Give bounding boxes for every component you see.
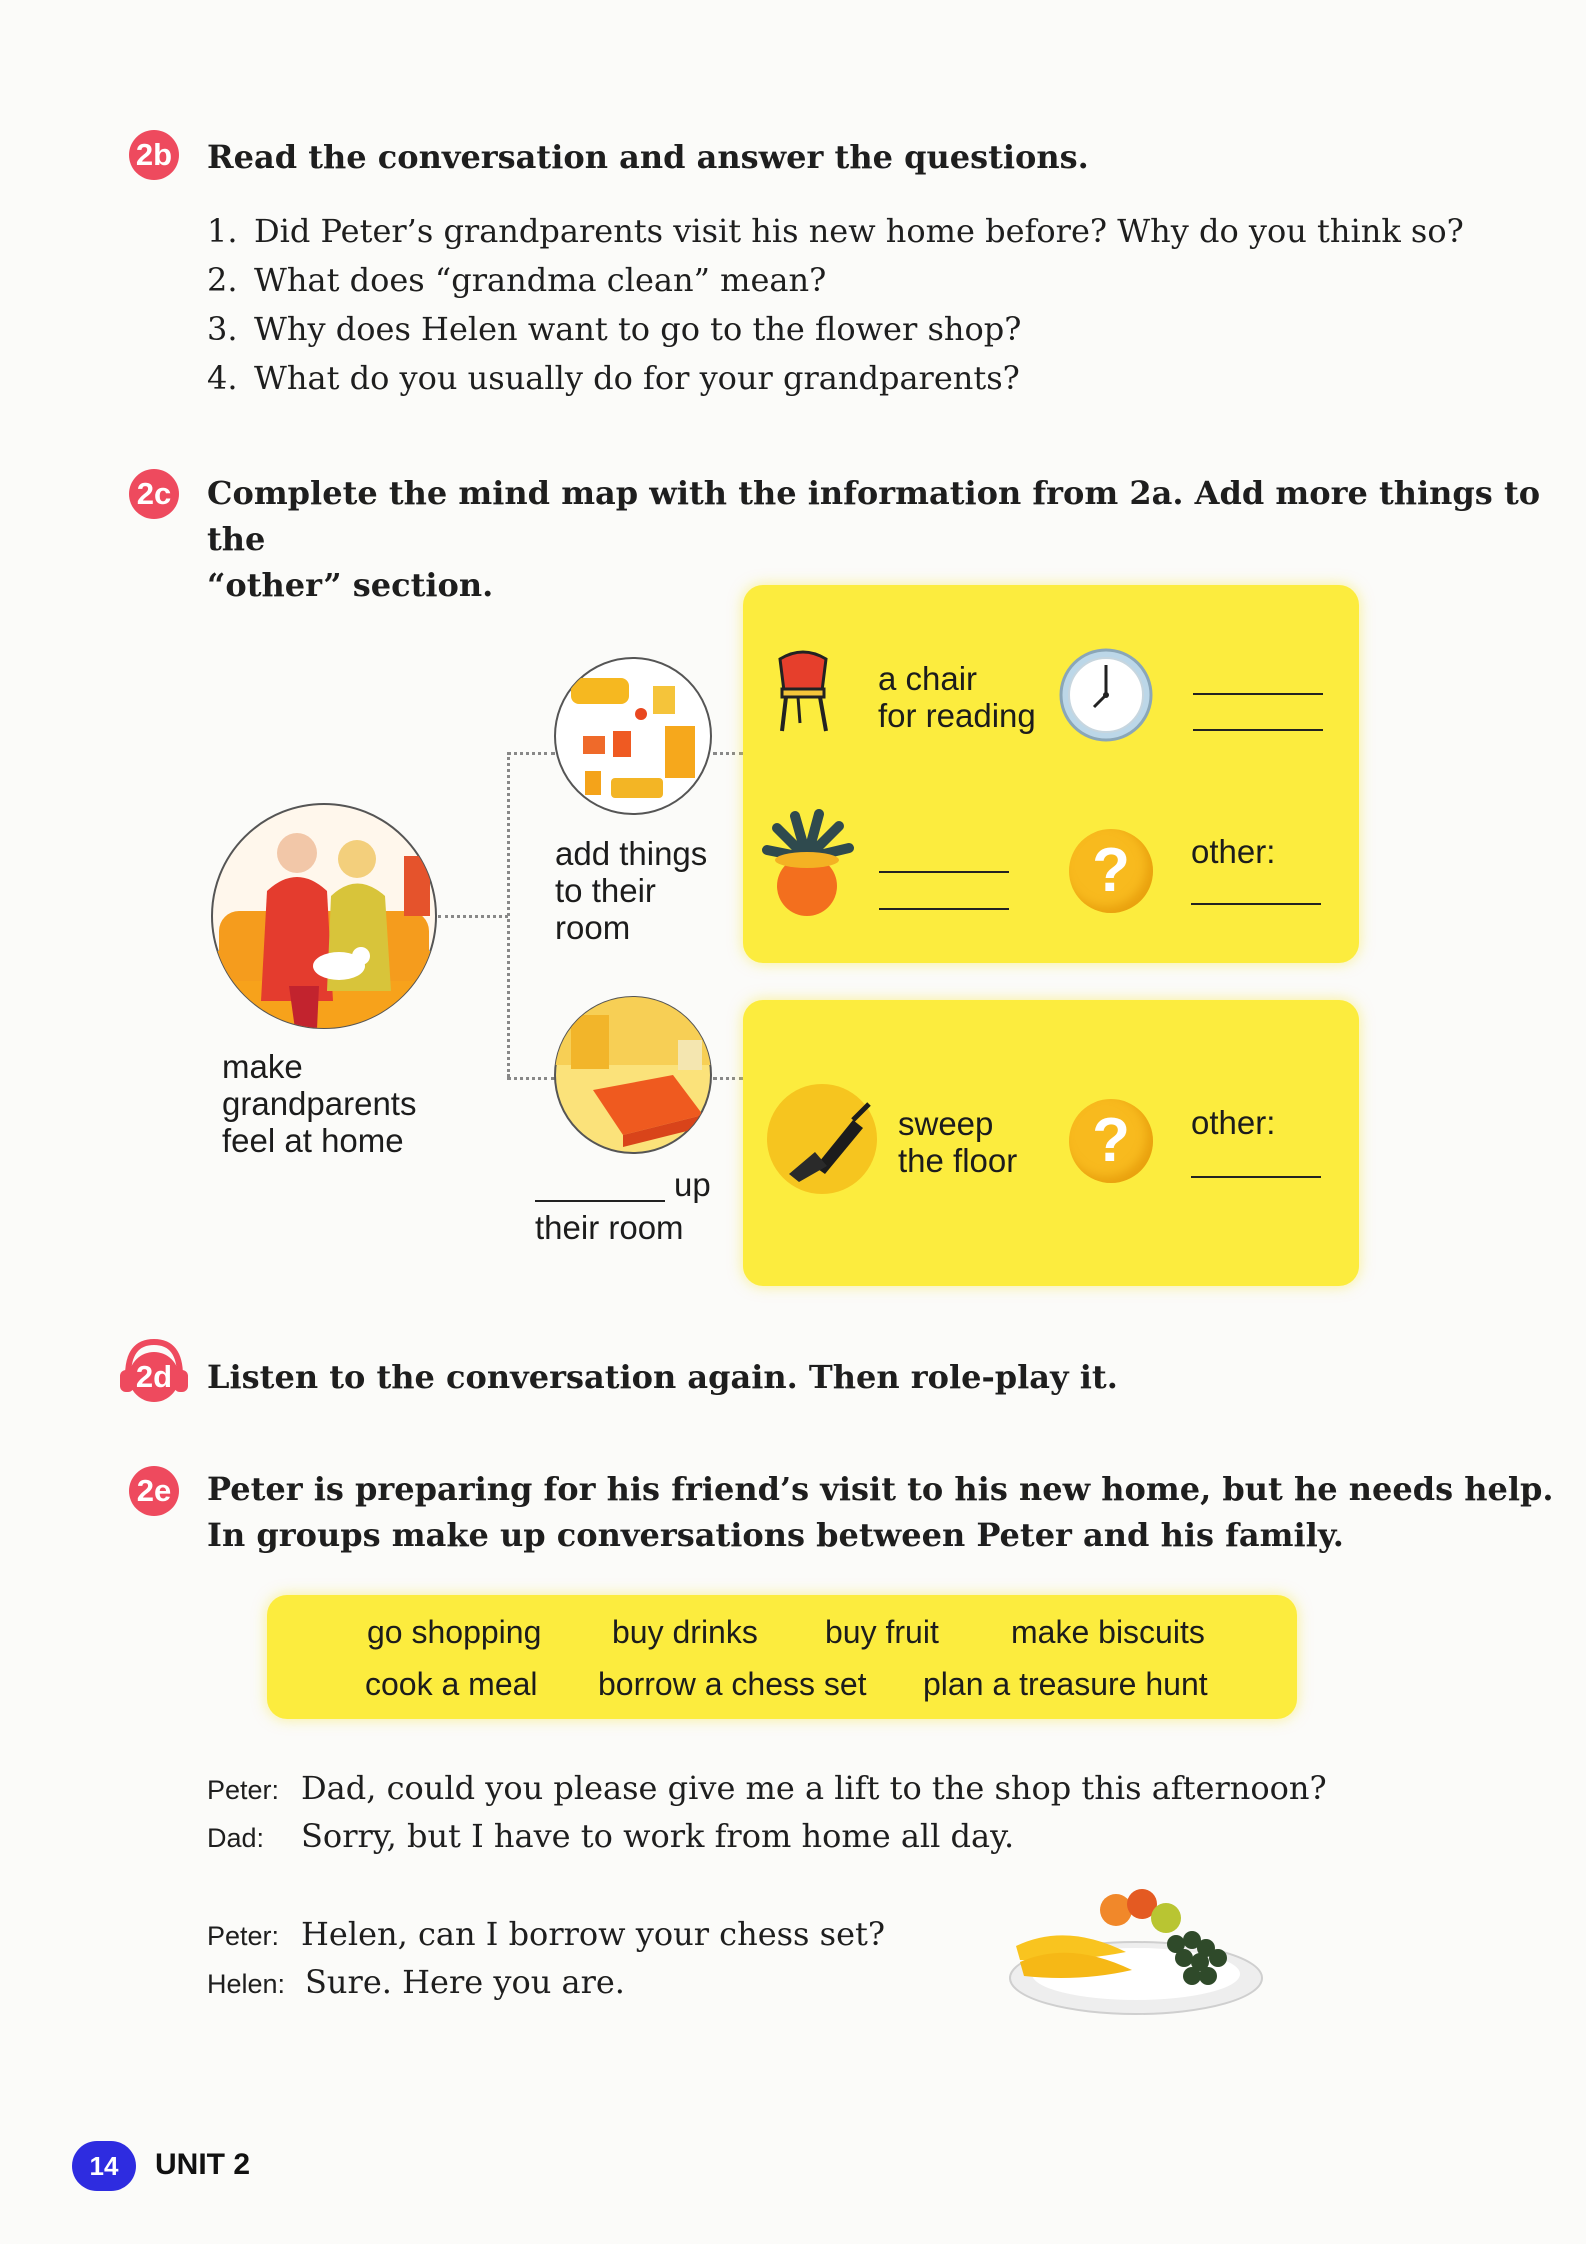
dialogue-text: Dad, could you please give me a lift to the shop this afternoon? [301,1769,1327,1807]
question-text: Did Peter’s grandparents visit his new home before? Why do you think so? [254,212,1464,250]
question-number: 3. [207,310,238,348]
sweep-label-line1: sweep [898,1105,994,1142]
connector-vertical [507,752,510,1077]
speaker-label: Dad: [207,1823,265,1853]
phrase-treasure-hunt: plan a treasure hunt [923,1666,1208,1702]
page-number-badge: 14 [72,2141,136,2191]
sweep-label [898,1105,1017,1179]
dialogue-text: Sorry, but I have to work from home all day. [301,1817,1015,1855]
question-text: What do you usually do for your grandparents? [254,359,1020,397]
center-label-line2: grandparents [222,1085,417,1122]
connector-top [507,752,555,755]
grandparents-image [209,801,439,1031]
blank-other-2[interactable] [1191,1176,1321,1178]
instruction-2c-line2: “other” section. [207,566,494,604]
question-item [207,354,1464,403]
center-label-line1: make [222,1048,303,1085]
connector-box2 [713,1077,743,1080]
speaker-label: Peter: [207,1775,280,1805]
question-mark-icon: ? [1069,1099,1153,1183]
furniture-image [553,656,713,816]
dialogue-line [207,1769,1327,1807]
plant-icon [757,808,857,918]
branch-add-things-line1: add things [555,835,708,872]
chair-label-line1: a chair [878,660,978,697]
question-list [207,207,1464,403]
instruction-2e-line1: Peter is preparing for his friend’s visit to his new home, but he needs help. [207,1470,1554,1508]
connector-box1 [713,752,743,755]
blank-clock-2[interactable] [1193,729,1323,731]
blank-tidy[interactable] [535,1200,665,1202]
badge-2b: 2b [129,130,179,180]
speaker-label: Peter: [207,1921,280,1951]
phrase-buy-drinks: buy drinks [612,1614,758,1650]
badge-2d: 2d [129,1352,179,1402]
chair-label-line2: for reading [878,697,1036,734]
question-number: 1. [207,212,238,250]
sweep-label-line2: the floor [898,1142,1018,1179]
connector-bottom [507,1077,555,1080]
branch-add-things-line2: to their [555,872,656,909]
dialogue-line [207,1963,625,2001]
branch-up-suffix: up [674,1166,711,1203]
blank-clock-1[interactable] [1193,693,1323,695]
phrase-cook-a-meal: cook a meal [365,1666,538,1702]
phrase-go-shopping: go shopping [367,1614,542,1650]
chair-label [878,660,1036,734]
fruit-plate-image [1006,1882,1268,2018]
dialogue-text: Sure. Here you are. [305,1963,625,2001]
other-label-2: other: [1191,1104,1276,1141]
dialogue-line [207,1915,885,1953]
phrase-borrow-chess-set: borrow a chess set [598,1666,867,1702]
question-item [207,207,1464,256]
speaker-label: Helen: [207,1969,286,1999]
dialogue-line [207,1817,1014,1855]
question-item [207,256,1464,305]
room-image [553,995,713,1155]
question-mark-icon: ? [1069,829,1153,913]
center-label [222,1048,416,1159]
branch-add-things-label [555,835,707,946]
question-item [207,305,1464,354]
question-text: Why does Helen want to go to the flower shop? [254,310,1022,348]
unit-label: UNIT 2 [155,2148,251,2181]
badge-2c: 2c [129,469,179,519]
instruction-2d: Listen to the conversation again. Then role-play it. [207,1358,1118,1396]
phrase-make-biscuits: make biscuits [1011,1614,1205,1650]
branch-their-room: their room [535,1209,684,1246]
question-number: 4. [207,359,238,397]
broom-icon [765,1082,879,1196]
clock-icon [1058,647,1154,743]
blank-other-1[interactable] [1191,903,1321,905]
branch-add-things-line3: room [555,909,631,946]
other-label-1: other: [1191,833,1276,870]
connector-center [438,915,508,918]
question-number: 2. [207,261,238,299]
badge-2e: 2e [129,1466,179,1516]
blank-plant-2[interactable] [879,908,1009,910]
chair-icon [768,645,838,735]
instruction-2c-line1: Complete the mind map with the information from 2a. Add more things to the [207,474,1541,558]
center-label-line3: feel at home [222,1122,404,1159]
instruction-2e [207,1466,1554,1558]
dialogue-text: Helen, can I borrow your chess set? [301,1915,886,1953]
phrase-buy-fruit: buy fruit [825,1614,939,1650]
blank-plant-1[interactable] [879,871,1009,873]
question-text: What does “grandma clean” mean? [254,261,827,299]
instruction-2e-line2: In groups make up conversations between Peter and his family. [207,1516,1344,1554]
instruction-2b: Read the conversation and answer the questions. [207,138,1089,176]
